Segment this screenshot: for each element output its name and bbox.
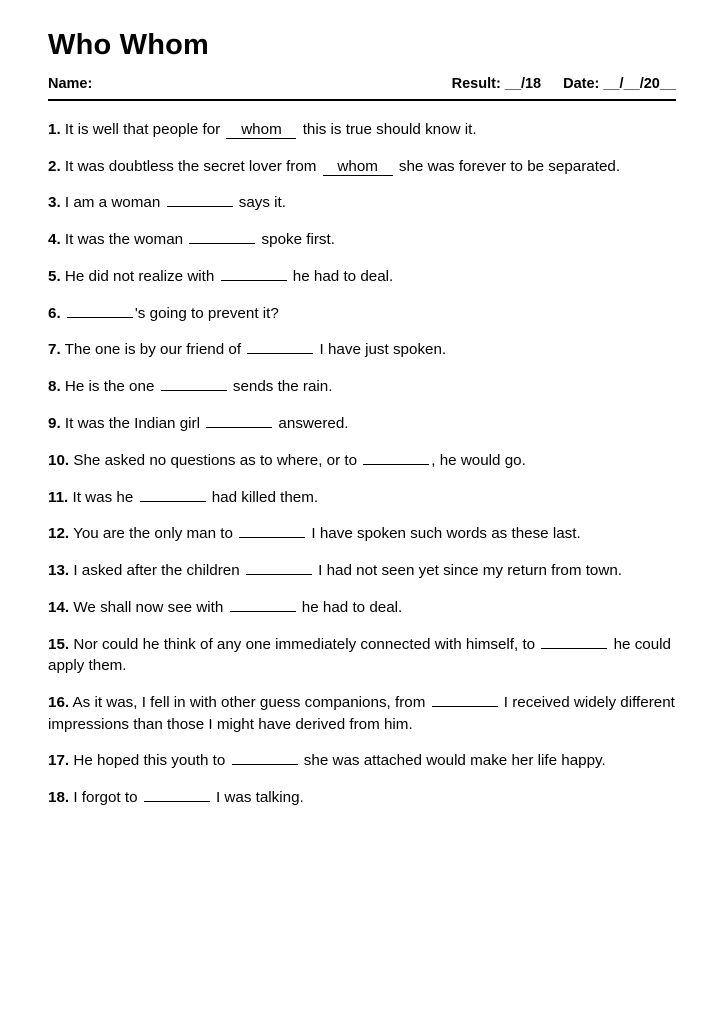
question-text: I forgot to <box>73 789 142 807</box>
question-number: 15. <box>48 635 70 653</box>
question-text: I had not seen yet since my return from town. <box>313 562 623 580</box>
question-text: He is the one <box>64 378 159 396</box>
question-list <box>48 119 676 809</box>
question-text: He did not realize with <box>64 267 219 285</box>
question-item <box>48 339 676 361</box>
question-item <box>48 523 676 545</box>
question-text: 's going to prevent it? <box>134 304 279 322</box>
answer-blank[interactable] <box>246 574 312 575</box>
question-text: I received widely different impressions than those I might have derived from him. <box>48 693 675 733</box>
question-number: 12. <box>48 525 70 543</box>
question-item <box>48 229 676 251</box>
question-text: It is well that people for <box>64 120 225 138</box>
meta-right-group <box>452 76 676 92</box>
question-text: It was he <box>72 488 138 506</box>
result-label: Result: <box>451 75 501 92</box>
question-item <box>48 266 676 288</box>
question-text: he had to deal. <box>297 598 403 616</box>
question-text: It was the woman <box>64 231 188 249</box>
question-text: You are the only man to <box>73 525 238 543</box>
question-text: she was attached would make her life happy. <box>299 752 606 770</box>
question-text: she was forever to be separated. <box>394 157 621 175</box>
question-text: As it was, I fell in with other guess companions, from <box>72 693 430 711</box>
question-item <box>48 450 676 472</box>
answer-blank[interactable] <box>144 801 210 802</box>
question-text: answered. <box>274 415 349 433</box>
question-item <box>48 692 676 735</box>
answer-blank[interactable] <box>221 280 287 281</box>
question-text: He hoped this youth to <box>73 752 230 770</box>
answer-blank[interactable] <box>67 317 133 318</box>
answer-blank[interactable] <box>363 464 429 465</box>
worksheet-meta-row <box>48 76 676 101</box>
question-text: he could apply them. <box>48 635 671 675</box>
question-number: 9. <box>48 415 61 433</box>
question-number: 4. <box>48 231 61 249</box>
question-text: It was doubtless the secret lover from <box>64 157 321 175</box>
answer-blank[interactable] <box>189 243 255 244</box>
question-item <box>48 560 676 582</box>
question-text: this is true should know it. <box>298 120 477 138</box>
answer-blank[interactable] <box>161 390 227 391</box>
question-item <box>48 750 676 772</box>
question-text: I asked after the children <box>73 562 244 580</box>
question-text: She asked no questions as to where, or to <box>73 451 362 469</box>
question-item <box>48 156 676 178</box>
answer-blank[interactable] <box>232 764 298 765</box>
question-number: 18. <box>48 789 70 807</box>
answer-blank[interactable] <box>140 501 206 502</box>
question-item <box>48 787 676 809</box>
answer-blank[interactable] <box>206 427 272 428</box>
answer-blank[interactable]: whom <box>226 122 296 139</box>
question-item <box>48 376 676 398</box>
result-value[interactable]: __/18 <box>504 75 542 92</box>
question-text: had killed them. <box>207 488 319 506</box>
result-field <box>452 76 541 92</box>
date-field <box>563 76 676 92</box>
question-text: I am a woman <box>64 194 165 212</box>
question-text: he had to deal. <box>288 267 394 285</box>
answer-blank[interactable]: whom <box>323 159 393 176</box>
question-item <box>48 597 676 619</box>
question-number: 5. <box>48 267 61 285</box>
question-number: 14. <box>48 598 70 616</box>
question-item <box>48 119 676 141</box>
question-text: Nor could he think of any one immediately connected with himself, to <box>73 635 540 653</box>
question-item <box>48 303 676 325</box>
question-text: spoke first. <box>257 231 335 249</box>
question-text: , he would go. <box>431 451 526 469</box>
answer-blank[interactable] <box>230 611 296 612</box>
question-number: 1. <box>48 120 61 138</box>
question-item <box>48 634 676 677</box>
question-text: says it. <box>234 194 286 212</box>
question-number: 2. <box>48 157 61 175</box>
question-item <box>48 192 676 214</box>
question-item <box>48 487 676 509</box>
question-text: It was the Indian girl <box>64 415 205 433</box>
page-title: Who Whom <box>48 29 210 61</box>
question-text: We shall now see with <box>73 598 228 616</box>
question-text: sends the rain. <box>228 378 333 396</box>
answer-blank[interactable] <box>541 648 607 649</box>
answer-blank[interactable] <box>247 353 313 354</box>
question-item <box>48 413 676 435</box>
answer-blank[interactable] <box>239 537 305 538</box>
question-number: 6. <box>48 304 61 322</box>
question-text: The one is by our friend of <box>64 341 246 359</box>
date-label: Date: <box>563 75 600 92</box>
question-number: 13. <box>48 562 70 580</box>
question-number: 17. <box>48 752 70 770</box>
date-value[interactable]: __/__/20__ <box>603 75 676 92</box>
answer-blank[interactable] <box>167 206 233 207</box>
question-number: 16. <box>48 693 70 711</box>
question-number: 3. <box>48 194 61 212</box>
question-number: 8. <box>48 378 61 396</box>
name-field-label: Name: <box>48 75 93 92</box>
question-text: I have spoken such words as these last. <box>307 525 581 543</box>
question-number: 11. <box>48 488 69 506</box>
answer-blank[interactable] <box>432 706 498 707</box>
question-number: 10. <box>48 451 70 469</box>
question-text: I have just spoken. <box>315 341 447 359</box>
question-number: 7. <box>48 341 61 359</box>
question-text: I was talking. <box>211 789 304 807</box>
